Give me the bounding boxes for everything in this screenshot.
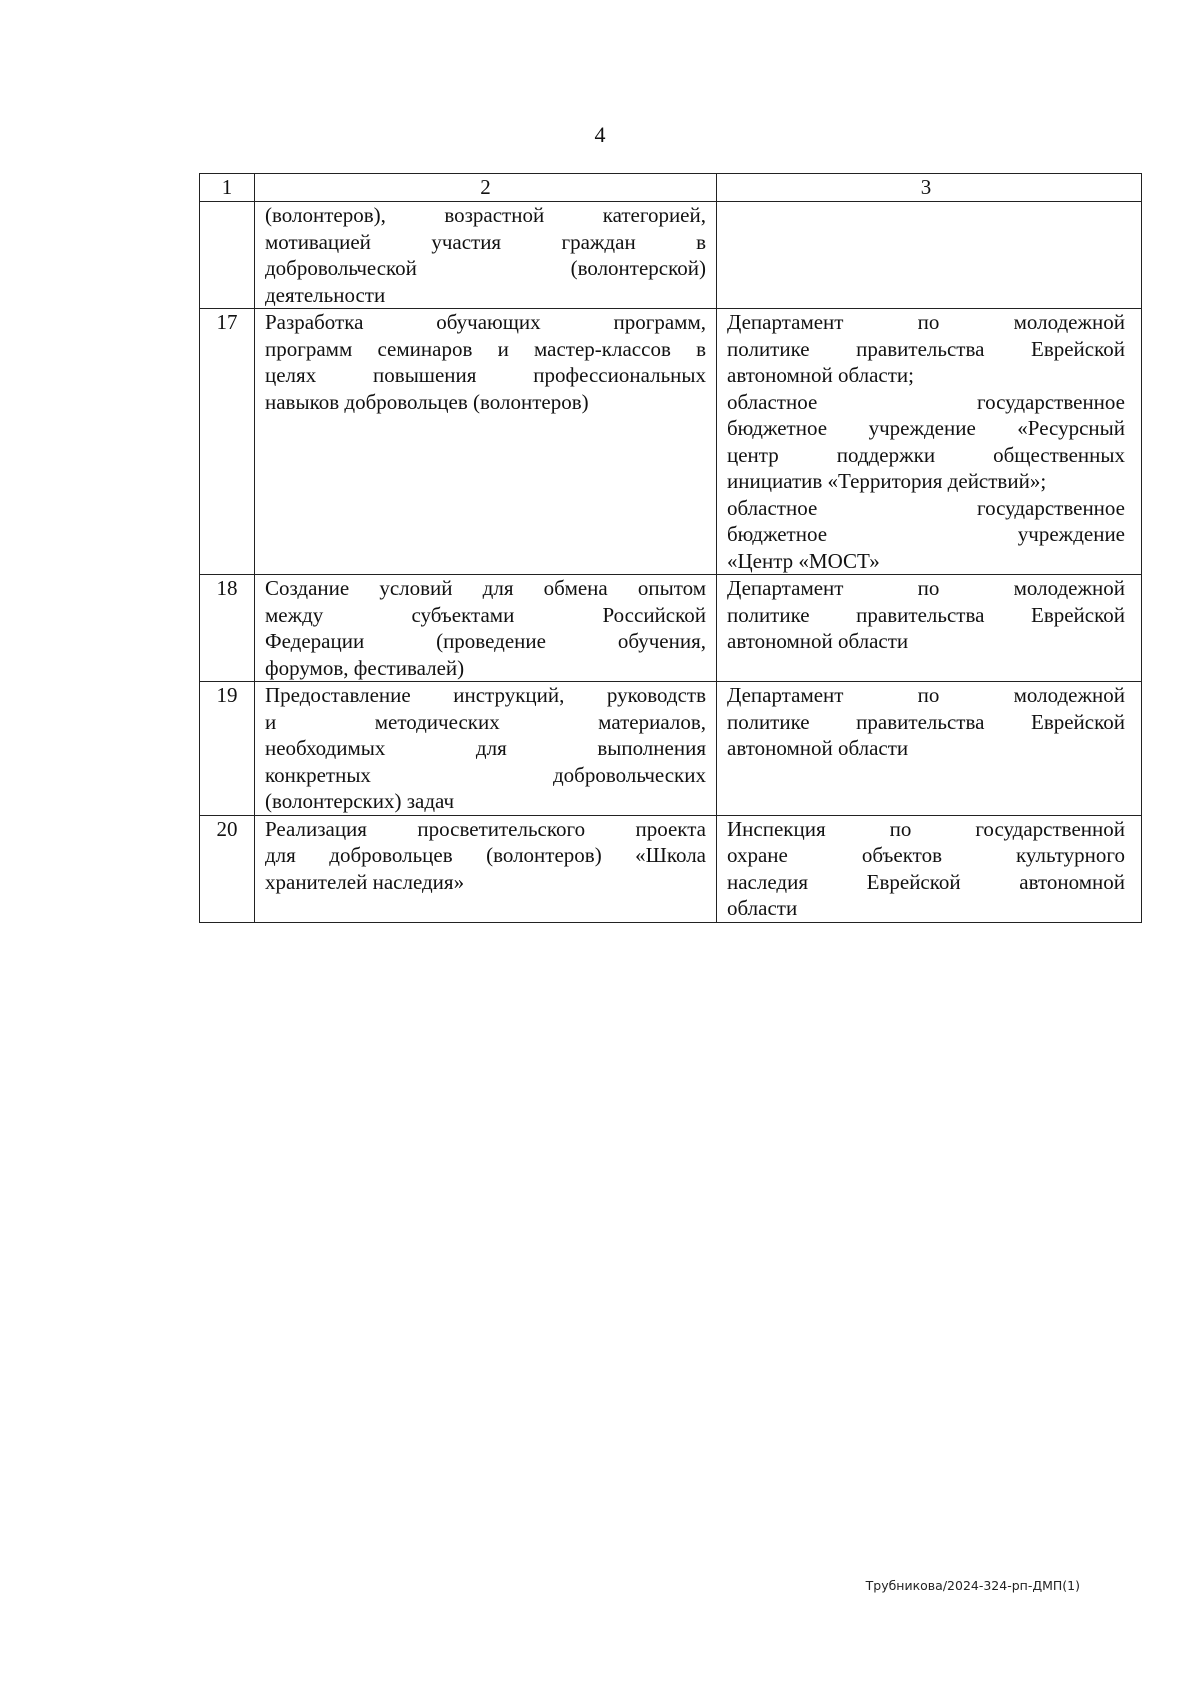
description-line: форумов, фестивалей) [265, 655, 465, 680]
description-line: деятельности [265, 282, 386, 307]
responsible-line: бюджетное учреждение «Ресурсный [727, 416, 1125, 440]
responsible-line: Департамент по молодежной [727, 576, 1125, 600]
description-line: хранителей наследия» [265, 869, 465, 894]
responsible-line: наследия Еврейской автономной [727, 869, 1125, 894]
responsible-line: охране объектов культурного [727, 843, 1125, 867]
description-line: Разработка обучающих программ, [265, 310, 706, 334]
responsible-executors [717, 575, 1142, 682]
document-reference: Трубникова/2024-324-рп-ДМП(1) [865, 1578, 1080, 1593]
description-line: Федерации (проведение обучения, [265, 629, 706, 653]
responsible-line: областное государственное [727, 495, 1125, 520]
responsible-line: бюджетное учреждение [727, 522, 1125, 546]
description-line: для добровольцев (волонтеров) «Школа [265, 843, 706, 867]
responsible-line: автономной области [727, 629, 909, 653]
description-line: мотивацией участия граждан в [265, 229, 706, 254]
description-line: Создание условий для обмена опытом [265, 576, 706, 600]
table-header-row [200, 174, 1142, 202]
page-number: 4 [594, 122, 606, 147]
responsible-line: политике правительства Еврейской [727, 602, 1125, 627]
responsible-line: инициатив «Территория действий»; [727, 469, 1047, 493]
responsible-line: областное государственное [727, 389, 1125, 414]
responsible-line: автономной области; [727, 363, 915, 387]
description-line: Предоставление инструкций, руководств [265, 683, 706, 707]
table-row [200, 202, 1142, 309]
table-row [200, 309, 1142, 575]
description-line: целях повышения профессиональных [265, 363, 706, 387]
responsible-line: области [727, 896, 798, 920]
header-col-3: 3 [717, 174, 1142, 202]
row-number [200, 202, 255, 309]
description-line: конкретных добровольческих [265, 762, 706, 787]
responsible-line: автономной области [727, 736, 909, 760]
header-col-1: 1 [200, 174, 255, 202]
description-line: Реализация просветительского проекта [265, 816, 706, 841]
measures-table-body [200, 174, 1142, 923]
responsible-executors [717, 815, 1142, 922]
measure-description [255, 202, 717, 309]
measure-description [255, 575, 717, 682]
responsible-line: политике правительства Еврейской [727, 709, 1125, 734]
responsible-line: центр поддержки общественных [727, 442, 1125, 467]
responsible-line: Инспекция по государственной [727, 816, 1125, 841]
description-line: навыков добровольцев (волонтеров) [265, 389, 589, 414]
responsible-executors [717, 202, 1142, 309]
table-row [200, 815, 1142, 922]
responsible-line: «Центр «МОСТ» [727, 548, 880, 573]
description-line: между субъектами Российской [265, 602, 706, 627]
measure-description [255, 682, 717, 816]
measures-table [199, 173, 1142, 923]
description-line: программ семинаров и мастер-классов в [265, 336, 706, 361]
description-line: добровольческой (волонтерской) [265, 256, 706, 280]
responsible-executors [717, 309, 1142, 575]
description-line: (волонтеров), возрастной категорией, [265, 203, 706, 227]
table-row [200, 682, 1142, 816]
responsible-executors [717, 682, 1142, 816]
table-row [200, 575, 1142, 682]
row-number: 19 [200, 682, 255, 816]
description-line: и методических материалов, [265, 709, 706, 734]
responsible-line: Департамент по молодежной [727, 683, 1125, 707]
description-line: (волонтерских) задач [265, 789, 455, 813]
header-col-2: 2 [255, 174, 717, 202]
measure-description [255, 309, 717, 575]
responsible-line: Департамент по молодежной [727, 310, 1125, 334]
row-number: 20 [200, 815, 255, 922]
responsible-line: политике правительства Еврейской [727, 336, 1125, 361]
row-number: 18 [200, 575, 255, 682]
measure-description [255, 815, 717, 922]
description-line: необходимых для выполнения [265, 736, 706, 760]
row-number: 17 [200, 309, 255, 575]
